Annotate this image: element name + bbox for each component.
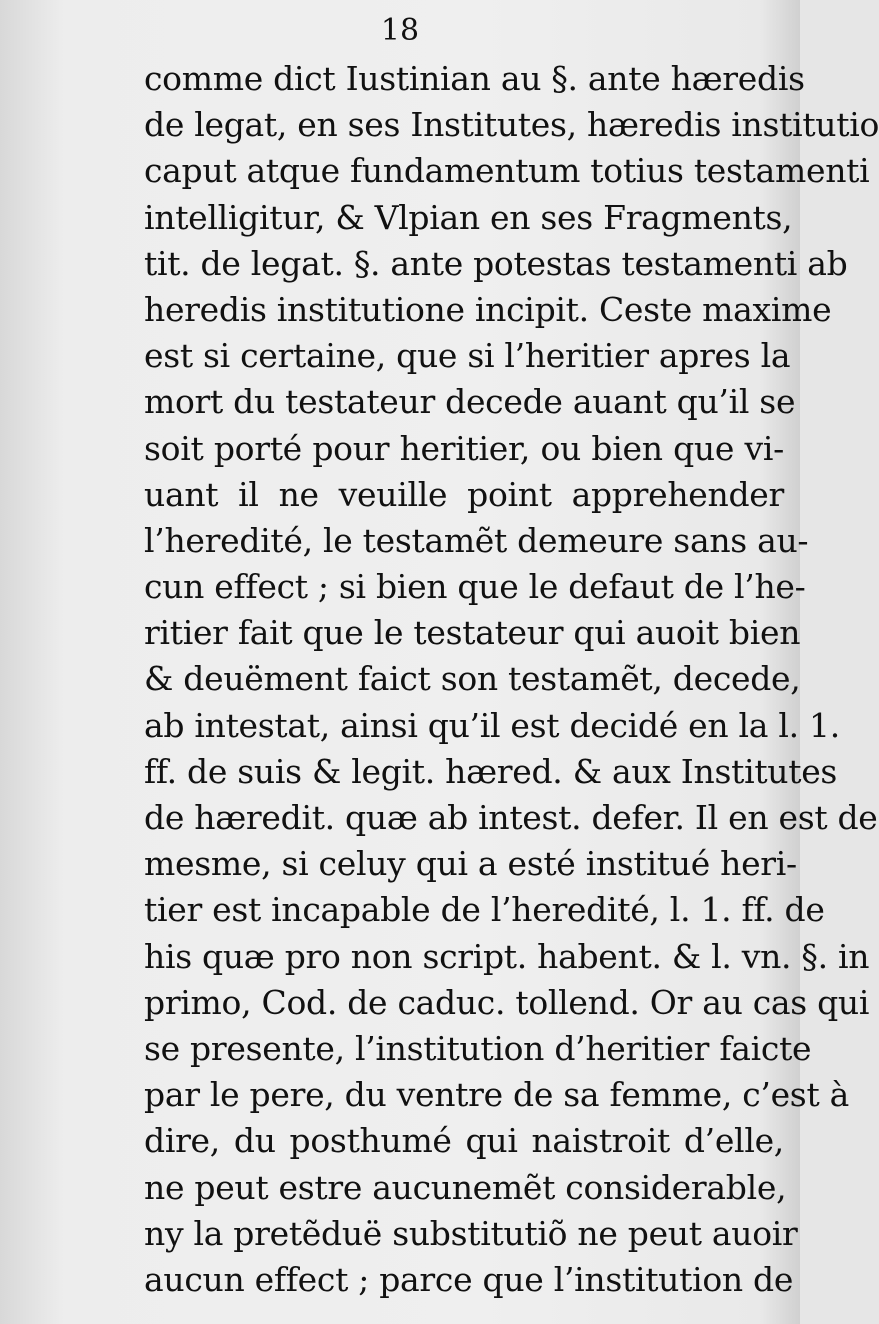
text-line: tit. de legat. §. ante potestas testamenti ab bbox=[144, 243, 848, 283]
text-line: ab intestat, ainsi qu’il est decidé en la l. 1. bbox=[144, 705, 840, 745]
text-line: his quæ pro non script. habent. & l. vn. §. in bbox=[144, 936, 870, 976]
text-line: uant il ne veuille point apprehender bbox=[144, 474, 784, 514]
text-line: comme dict Iustinian au §. ante hæredis bbox=[144, 59, 805, 98]
text-line: intelligitur, & Vlpian en ses Fragments, bbox=[144, 197, 793, 237]
text-line: aucun effect ; parce que l’institution de bbox=[144, 1259, 794, 1299]
text-line: l’heredité, le testamẽt demeure sans au- bbox=[144, 520, 809, 560]
text-line: ritier fait que le testateur qui auoit bien bbox=[144, 613, 801, 653]
text-line: caput atque fundamentum totius testamenti bbox=[144, 151, 870, 191]
text-line: & deuëment faict son testamẽt, decede, bbox=[144, 659, 801, 699]
text-line: ny la pretẽduë substitutiõ ne peut auoir bbox=[144, 1213, 798, 1253]
text-line: cun effect ; si bien que le defaut de l’he- bbox=[144, 567, 806, 607]
text-line: mort du testateur decede auant qu’il se bbox=[144, 382, 796, 422]
text-line: de legat, en ses Institutes, hæredis institutio bbox=[144, 105, 879, 145]
text-line: ne peut estre aucunemẽt considerable, bbox=[144, 1167, 787, 1207]
text-line: tier est incapable de l’heredité, l. 1. ff. de bbox=[144, 890, 825, 930]
text-line: se presente, l’institution d’heritier faicte bbox=[144, 1028, 812, 1068]
text-line: mesme, si celuy qui a esté institué heri- bbox=[144, 844, 797, 884]
text-line: primo, Cod. de caduc. tollend. Or au cas qui bbox=[144, 982, 870, 1022]
page-number: 18 bbox=[380, 13, 420, 48]
text-line: heredis institutione incipit. Ceste maxime bbox=[144, 289, 832, 329]
text-line: de hæredit. quæ ab intest. defer. Il en est de bbox=[144, 798, 878, 837]
text-line: soit porté pour heritier, ou bien que vi- bbox=[144, 428, 784, 468]
text-line: est si certaine, que si l’heritier apres la bbox=[144, 336, 791, 376]
body-text bbox=[144, 56, 879, 1303]
text-line: par le pere, du ventre de sa femme, c’est à bbox=[144, 1075, 849, 1115]
text-line: dire, du posthumé qui naistroit d’elle, bbox=[144, 1121, 784, 1161]
text-line: ff. de suis & legit. hæred. & aux Institutes bbox=[144, 751, 838, 791]
